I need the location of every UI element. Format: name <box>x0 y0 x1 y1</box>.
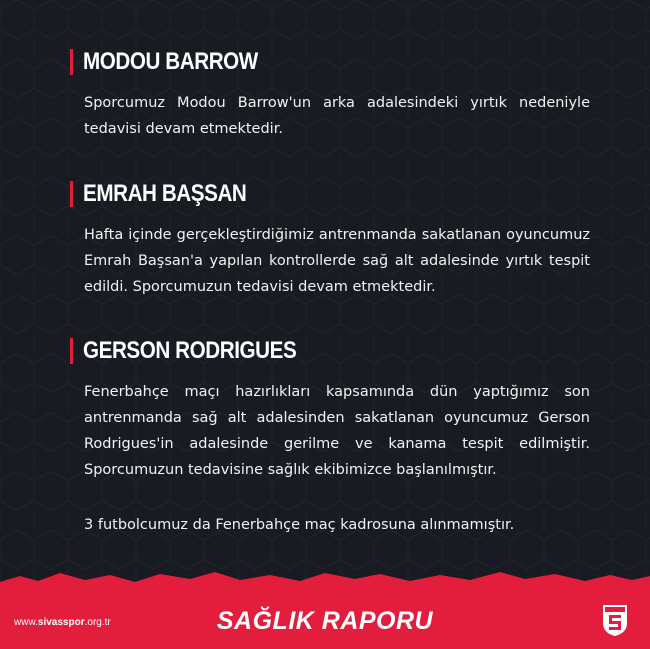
accent-bar <box>70 338 73 364</box>
player-name: EMRAH BAŞSAN <box>83 180 247 207</box>
accent-bar <box>70 181 73 207</box>
site-suffix: .org.tr <box>84 617 111 628</box>
injury-description: Fenerbahçe maçı hazırlıkları kapsamında dün yaptığımız son antrenmanda sağ alt adalesinden sakatlanan oyuncumuz Gerson Rodrigues'in adalesinde gerilme ve kanama tespit edilmiştir. Sporcumuzun tedavisine sağlık ekibimizce başlanılmıştır. <box>84 384 590 478</box>
injury-description: Sporcumuz Modou Barrow'un arka adalesindeki yırtık nedeniyle tedavisi devam etmektedir. <box>84 95 590 137</box>
player-name: MODOU BARROW <box>83 48 258 75</box>
section-heading <box>70 337 590 365</box>
site-brand: sivasspor <box>37 617 85 628</box>
report-title: SAĞLIK RAPORU <box>216 607 434 635</box>
section-emrah-bassan <box>70 180 590 300</box>
section-heading <box>70 48 590 76</box>
sivasspor-crest-icon <box>601 603 629 637</box>
section-gerson-rodrigues <box>70 337 590 483</box>
squad-note: 3 futbolcumuz da Fenerbahçe maç kadrosuna alınmamıştır. <box>84 517 515 533</box>
section-heading <box>70 180 590 208</box>
player-name: GERSON RODRIGUES <box>83 337 297 364</box>
section-modou-barrow <box>70 48 590 142</box>
site-prefix: www. <box>14 617 38 628</box>
injury-description: Hafta içinde gerçekleştirdiğimiz antrenmanda sakatlanan oyuncumuz Emrah Başsan'a yapılan kontrollerde sağ alt adalesinde yırtık tespit edildi. Sporcumuzun tedavisi devam etmektedir. <box>84 227 590 295</box>
accent-bar <box>70 49 73 75</box>
